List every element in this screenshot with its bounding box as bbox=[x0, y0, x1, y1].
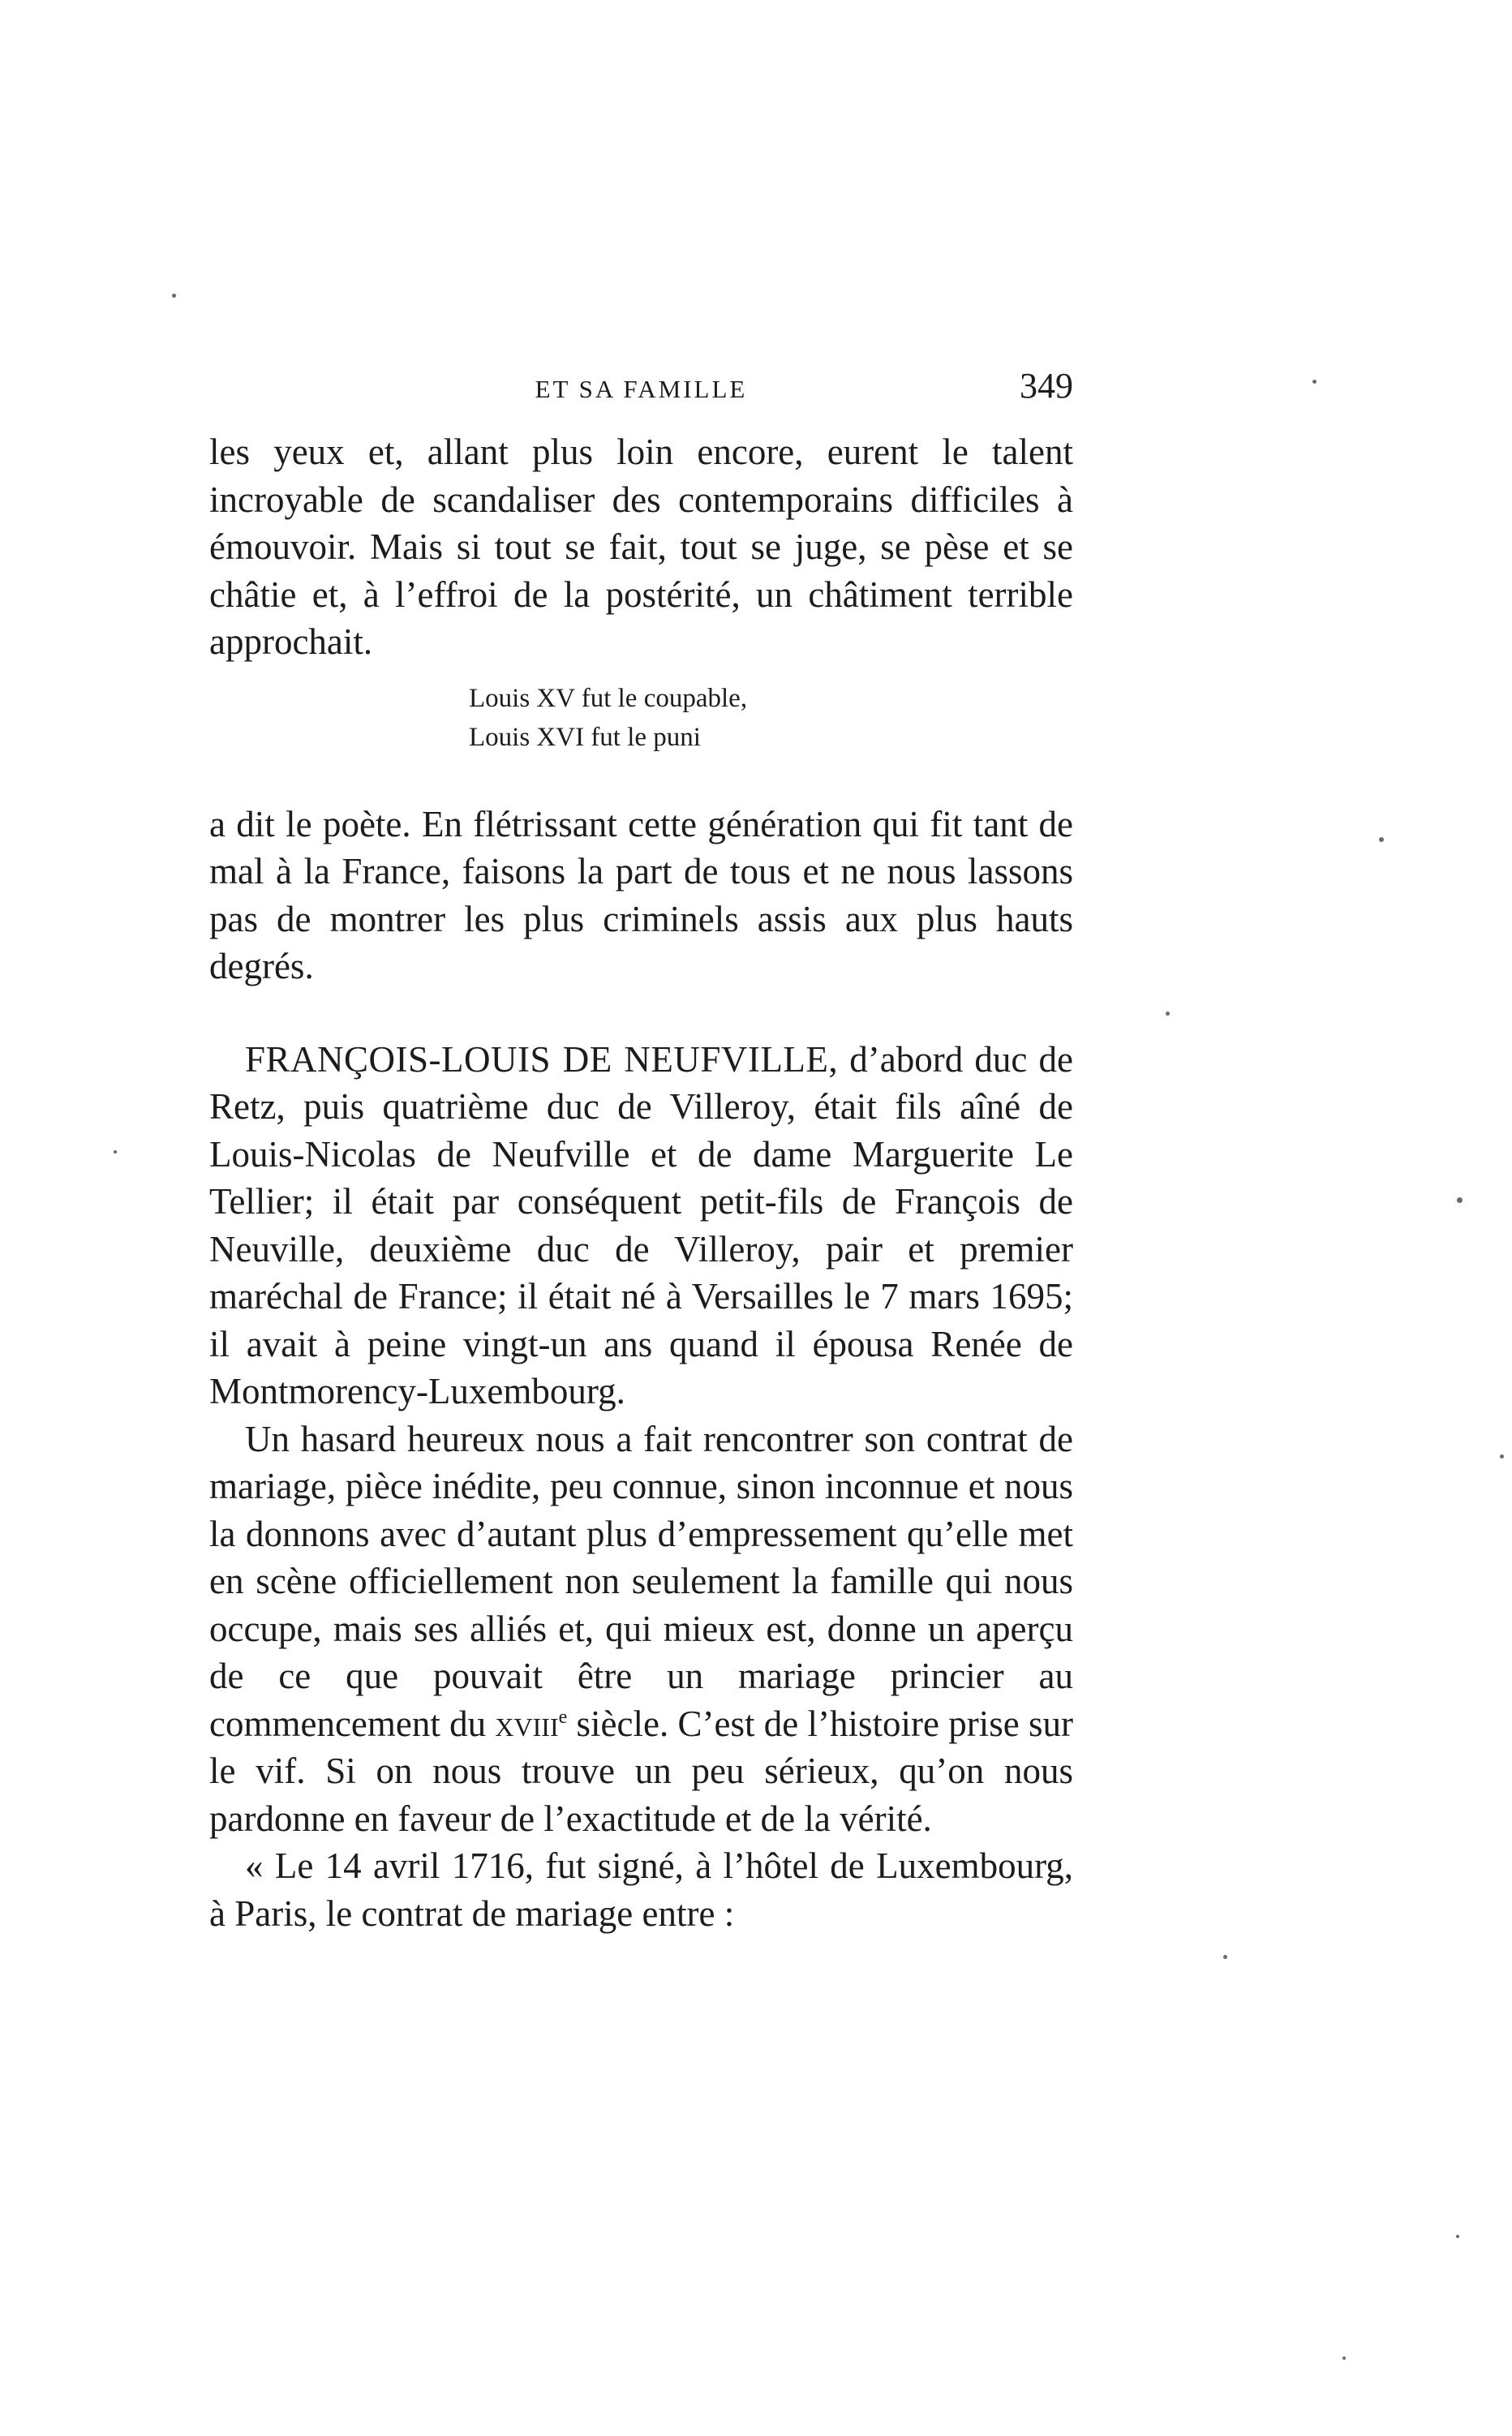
scan-speck bbox=[114, 1150, 117, 1154]
scan-speck bbox=[1342, 2357, 1346, 2360]
paragraph-4 bbox=[209, 1416, 1073, 1843]
century-superscript: e bbox=[558, 1706, 568, 1728]
scan-speck bbox=[1500, 1454, 1504, 1459]
running-title: ET SA FAMILLE bbox=[535, 375, 748, 403]
verse-line-2: Louis XVI fut le puni bbox=[469, 722, 701, 752]
paragraph-5: « Le 14 avril 1716, fut signé, à l’hôtel de Luxembourg, à Paris, le contrat de mariage entre : bbox=[209, 1845, 1073, 1934]
paragraph-4-text-b: siècle. C’est de l’histoire prise sur le vif. Si on nous trouve un peu sérieux, qu’on nous pardonne en faveur de l’exactitude et de la vérité. bbox=[209, 1703, 1073, 1839]
page-number: 349 bbox=[1020, 366, 1073, 406]
paragraph-1: les yeux et, allant plus loin encore, eurent le talent incroyable de scandaliser des contemporains difficiles à émouvoir. Mais si tout se fait, tout se juge, se pèse et se châtie et, à l’effroi de la postérité, un châtiment terrible approchait. bbox=[209, 432, 1073, 662]
subject-name: FRANÇOIS-LOUIS DE NEUFVILLE, bbox=[245, 1038, 839, 1080]
paragraph-4-text-a: Un hasard heureux nous a fait rencontrer son contrat de mariage, pièce inédite, peu connue, sinon inconnue et nous la donnons avec d’autant plus d’empressement qu’elle met en scène officiellement non seulement la famille qui nous occupe, mais ses alliés et, qui mieux est, donne un aperçu de ce que pouvait être un mariage princier au commencement du bbox=[209, 1418, 1073, 1744]
paragraph-3-text: d’abord duc de Retz, puis quatrième duc de Villeroy, était fils aîné de Louis-Nicolas de Neufville et de dame Marguerite Le Tellier; il était par conséquent petit-fils de François de Neuville, deuxième duc de Villeroy, pair et premier maréchal de France; il était né à Versailles le 7 mars 1695; il avait à peine vingt-un ans quand il épousa Renée de Montmorency-Luxembourg. bbox=[209, 1038, 1074, 1411]
paragraph-2: a dit le poète. En flétrissant cette génération qui fit tant de mal à la France, faisons la part de tous et ne nous lassons pas de montrer les plus criminels assis aux plus hauts degrés. bbox=[209, 803, 1073, 986]
scan-speck bbox=[1312, 380, 1317, 384]
scan-speck bbox=[1223, 1955, 1227, 1959]
scan-speck bbox=[1379, 837, 1384, 842]
verse-quote bbox=[469, 679, 1073, 757]
scan-speck bbox=[1457, 1197, 1463, 1203]
verse-line-1: Louis XV fut le coupable, bbox=[469, 683, 748, 713]
paragraph-3 bbox=[209, 1036, 1073, 1416]
scan-speck bbox=[1456, 2235, 1459, 2238]
body-text bbox=[209, 428, 1073, 1937]
running-head bbox=[209, 366, 1073, 410]
scan-speck bbox=[172, 294, 176, 298]
scan-speck bbox=[1166, 1012, 1170, 1016]
century-numeral: xviii bbox=[495, 1703, 559, 1744]
